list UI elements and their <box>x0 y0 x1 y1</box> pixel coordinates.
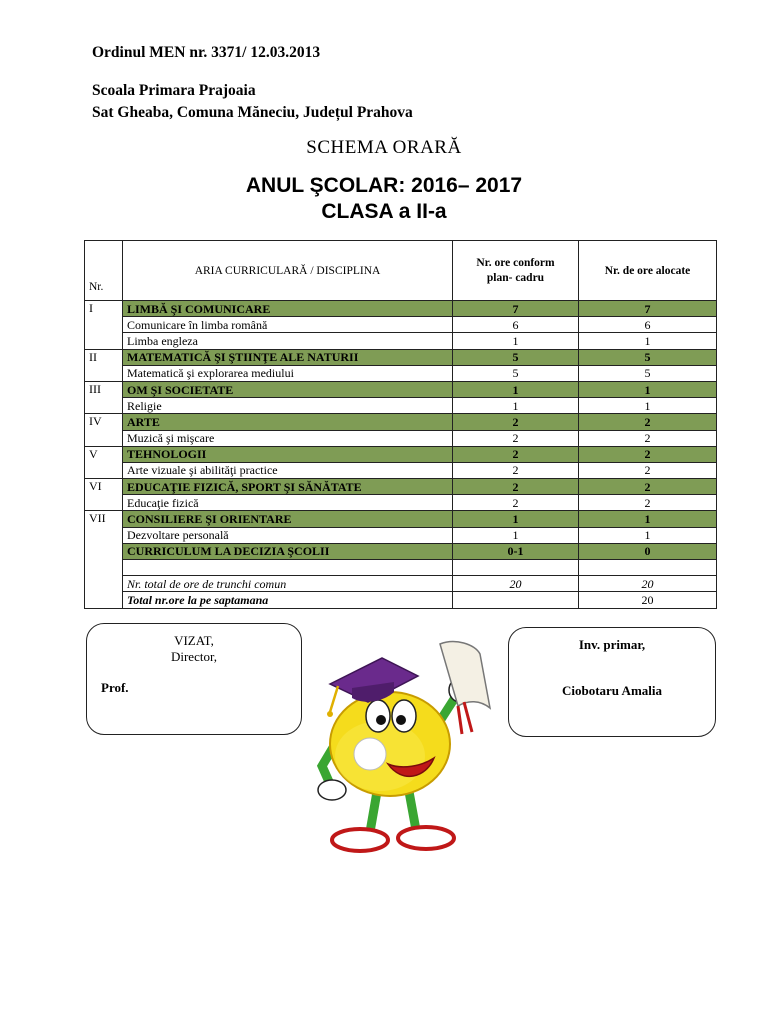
planned-hours-cell: 7 <box>453 301 579 317</box>
planned-hours-cell: 0-1 <box>453 543 579 559</box>
table-row <box>85 414 717 430</box>
row-number <box>85 576 123 592</box>
allocated-hours-cell: 1 <box>579 527 717 543</box>
row-number <box>85 333 123 349</box>
header-planned-line1: Nr. ore conform <box>476 256 555 269</box>
table-row <box>85 381 717 397</box>
row-number <box>85 462 123 478</box>
discipline-cell: Educaţie fizică <box>123 495 453 511</box>
schema-title: SCHEMA ORARĂ <box>306 137 462 158</box>
table-row <box>85 576 717 592</box>
planned-hours-cell: 1 <box>453 527 579 543</box>
header-planned <box>453 241 579 301</box>
table-row <box>85 365 717 381</box>
table-row <box>85 495 717 511</box>
planned-hours-cell: 2 <box>453 495 579 511</box>
table-row <box>85 479 717 495</box>
discipline-cell: OM ŞI SOCIETATE <box>123 381 453 397</box>
discipline-cell: MATEMATICĂ ŞI ŞTIINŢE ALE NATURII <box>123 349 453 365</box>
timetable <box>84 240 717 609</box>
row-number: I <box>85 301 123 317</box>
row-number <box>85 430 123 446</box>
school-address: Sat Gheaba, Comuna Măneciu, Județul Prahova <box>92 104 413 121</box>
row-number <box>85 592 123 608</box>
allocated-hours-cell: 6 <box>579 317 717 333</box>
table-row <box>85 398 717 414</box>
allocated-hours-cell: 2 <box>579 479 717 495</box>
discipline-cell: Comunicare în limba română <box>123 317 453 333</box>
allocated-hours-cell: 2 <box>579 495 717 511</box>
discipline-cell: CONSILIERE ŞI ORIENTARE <box>123 511 453 527</box>
table-row <box>85 317 717 333</box>
planned-hours-cell: 2 <box>453 414 579 430</box>
allocated-hours-cell: 7 <box>579 301 717 317</box>
discipline-cell: TEHNOLOGII <box>123 446 453 462</box>
planned-hours-cell: 2 <box>453 430 579 446</box>
director-label: Director, <box>170 649 218 664</box>
planned-hours-cell: 1 <box>453 511 579 527</box>
table-row <box>85 462 717 478</box>
row-number: IV <box>85 414 123 430</box>
planned-hours-cell: 1 <box>453 381 579 397</box>
allocated-hours-cell: 5 <box>579 349 717 365</box>
allocated-hours-cell: 1 <box>579 333 717 349</box>
discipline-cell: Total nr.ore la pe saptamana <box>123 592 453 608</box>
discipline-cell: ARTE <box>123 414 453 430</box>
table-row <box>85 527 717 543</box>
header-planned-line2: plan- cadru <box>486 271 545 284</box>
vizat-label: VIZAT, <box>174 633 214 648</box>
table-row <box>85 543 717 559</box>
planned-hours-cell: 20 <box>453 576 579 592</box>
allocated-hours-cell: 0 <box>579 543 717 559</box>
row-number: V <box>85 446 123 462</box>
header-discipline: ARIA CURRICULARĂ / DISCIPLINA <box>123 241 453 301</box>
row-number <box>85 543 123 559</box>
planned-hours-cell: 2 <box>453 479 579 495</box>
table-row <box>85 592 717 608</box>
school-name: Scoala Primara Prajoaia <box>92 82 256 99</box>
approval-box <box>86 623 302 735</box>
planned-hours-cell: 5 <box>453 349 579 365</box>
row-number: II <box>85 349 123 365</box>
planned-hours-cell: 2 <box>453 446 579 462</box>
allocated-hours-cell: 1 <box>579 511 717 527</box>
allocated-hours-cell: 2 <box>579 430 717 446</box>
header-allocated: Nr. de ore alocate <box>579 241 717 301</box>
row-number <box>85 398 123 414</box>
planned-hours-cell <box>453 592 579 608</box>
prof-label: Prof. <box>101 680 129 695</box>
allocated-hours-cell: 1 <box>579 398 717 414</box>
planned-hours-cell: 1 <box>453 333 579 349</box>
row-number: VII <box>85 511 123 527</box>
table-row <box>85 511 717 527</box>
discipline-cell: Matematică şi explorarea mediului <box>123 365 453 381</box>
discipline-cell: Limba engleza <box>123 333 453 349</box>
table-row <box>85 430 717 446</box>
discipline-cell: LIMBĂ ŞI COMUNICARE <box>123 301 453 317</box>
class-title: CLASA a II-a <box>321 200 447 223</box>
row-number <box>85 495 123 511</box>
allocated-hours-cell: 2 <box>579 446 717 462</box>
row-number: III <box>85 381 123 397</box>
allocated-hours-cell: 5 <box>579 365 717 381</box>
teacher-box <box>508 627 716 737</box>
graduate-smiley-mascot-icon <box>290 636 500 858</box>
header-nr: Nr. <box>85 241 123 301</box>
planned-hours-cell: 1 <box>453 398 579 414</box>
row-number <box>85 560 123 576</box>
row-number: VI <box>85 479 123 495</box>
allocated-hours-cell: 20 <box>579 576 717 592</box>
row-number <box>85 365 123 381</box>
allocated-hours-cell <box>579 560 717 576</box>
table-row <box>85 301 717 317</box>
table-header-row <box>85 241 717 301</box>
discipline-cell: Arte vizuale şi abilităţi practice <box>123 462 453 478</box>
discipline-cell: CURRICULUM LA DECIZIA ŞCOLII <box>123 543 453 559</box>
teacher-role: Inv. primar, <box>578 637 646 652</box>
table-row <box>85 446 717 462</box>
discipline-cell: Dezvoltare personală <box>123 527 453 543</box>
allocated-hours-cell: 20 <box>579 592 717 608</box>
row-number <box>85 527 123 543</box>
allocated-hours-cell: 1 <box>579 381 717 397</box>
school-year-title: ANUL ŞCOLAR: 2016– 2017 <box>245 174 523 197</box>
planned-hours-cell <box>453 560 579 576</box>
discipline-cell: Muzică şi mişcare <box>123 430 453 446</box>
allocated-hours-cell: 2 <box>579 414 717 430</box>
teacher-name: Ciobotaru Amalia <box>561 683 663 698</box>
table-row <box>85 333 717 349</box>
planned-hours-cell: 6 <box>453 317 579 333</box>
discipline-cell: Religie <box>123 398 453 414</box>
discipline-cell: Nr. total de ore de trunchi comun <box>123 576 453 592</box>
table-row <box>85 560 717 576</box>
row-number <box>85 317 123 333</box>
planned-hours-cell: 5 <box>453 365 579 381</box>
allocated-hours-cell: 2 <box>579 462 717 478</box>
planned-hours-cell: 2 <box>453 462 579 478</box>
discipline-cell <box>123 560 453 576</box>
table-row <box>85 349 717 365</box>
order-reference: Ordinul MEN nr. 3371/ 12.03.2013 <box>92 44 321 61</box>
discipline-cell: EDUCAŢIE FIZICĂ, SPORT ŞI SĂNĂTATE <box>123 479 453 495</box>
